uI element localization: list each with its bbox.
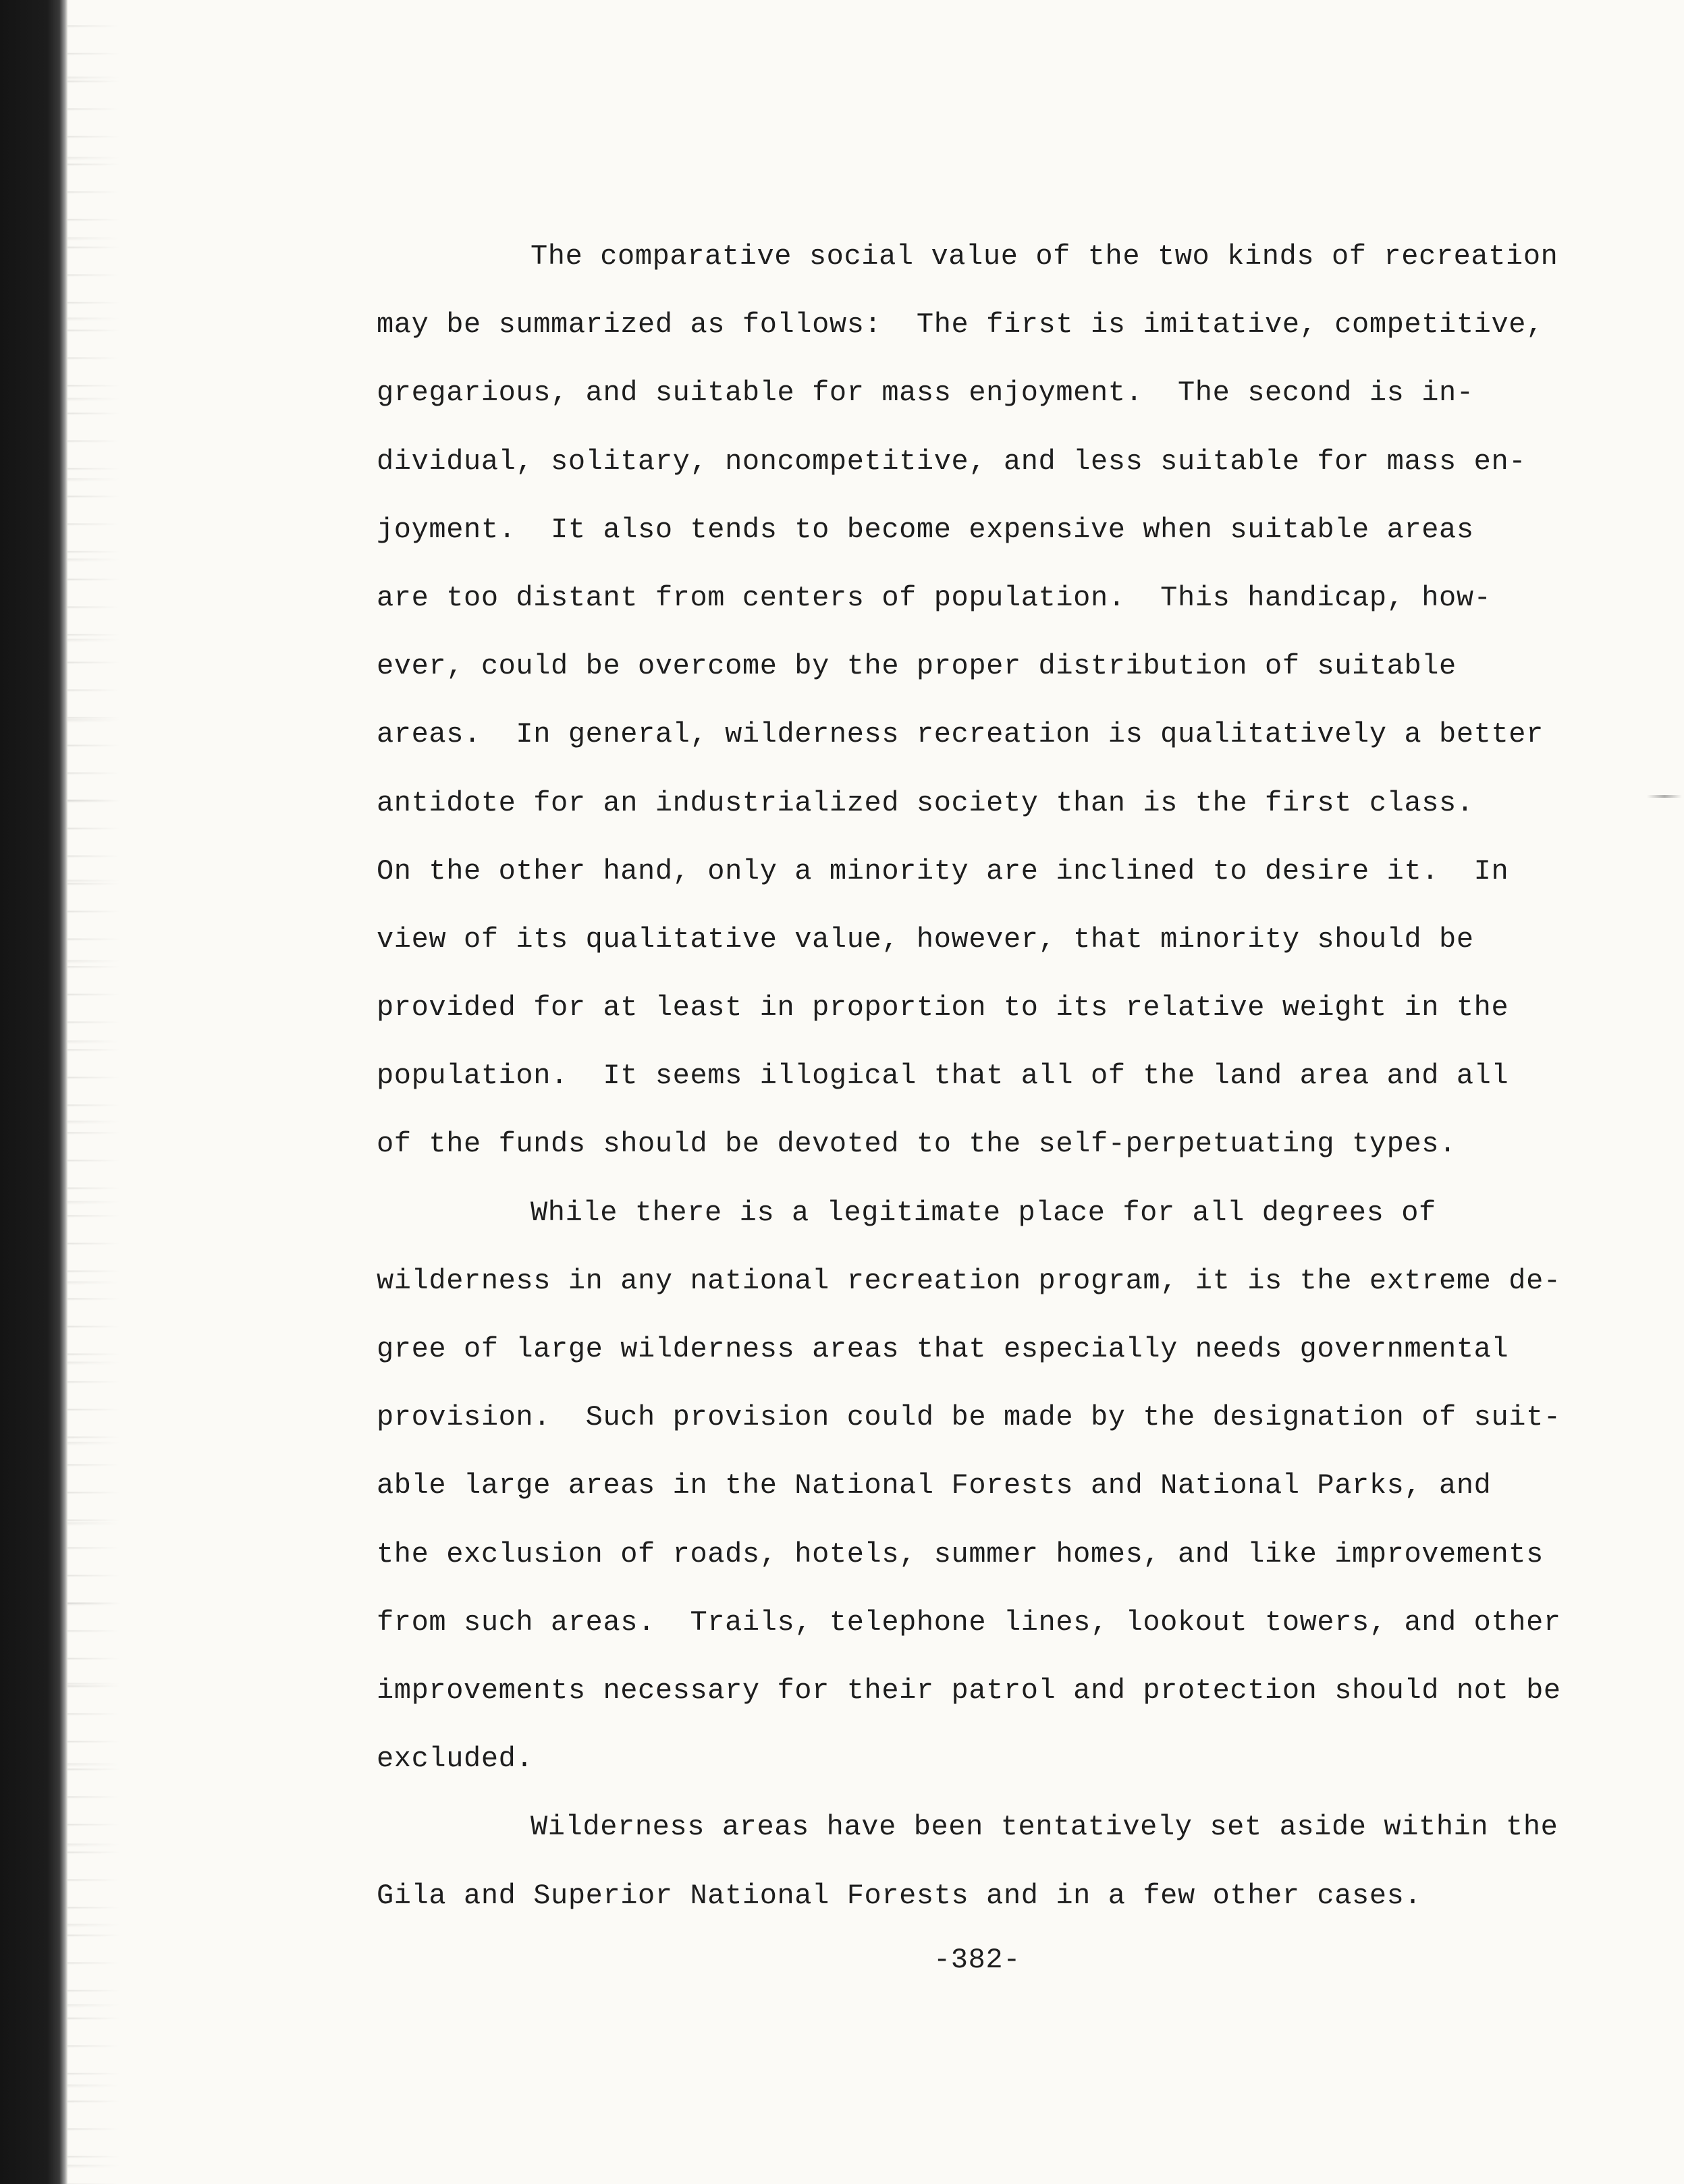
text-line-24: Wilderness areas have been tentatively set aside within the	[531, 1811, 1558, 1844]
text-line-20: the exclusion of roads, hotels, summer homes, and like improvements	[377, 1537, 1544, 1571]
text-line-5: joyment. It also tends to become expensive when suitable areas	[377, 513, 1474, 546]
text-line-15: While there is a legitimate place for all degrees of	[531, 1196, 1436, 1229]
page-number: -382-	[933, 1944, 1021, 1976]
margin-mark	[1647, 795, 1682, 798]
text-line-12: provided for at least in proportion to its relative weight in the	[377, 991, 1509, 1025]
text-line-11: view of its qualitative value, however, that minority should be	[377, 923, 1474, 956]
text-line-23: excluded.	[377, 1743, 534, 1776]
typed-text-body	[377, 223, 1561, 1930]
text-line-16: wilderness in any national recreation program, it is the extreme de-	[377, 1264, 1561, 1297]
scan-dark-edge	[0, 0, 67, 2184]
text-line-25: Gila and Superior National Forests and in a few other cases.	[377, 1879, 1422, 1912]
text-line-14: of the funds should be devoted to the self-perpetuating types.	[377, 1128, 1457, 1161]
text-line-13: population. It seems illogical that all of the land area and all	[377, 1060, 1509, 1093]
text-line-2: may be summarized as follows: The first is imitative, competitive,	[377, 308, 1544, 342]
scan-edge-noise	[67, 0, 121, 2184]
text-line-10: On the other hand, only a minority are inclined to desire it. In	[377, 854, 1509, 888]
text-line-19: able large areas in the National Forests and National Parks, and	[377, 1469, 1492, 1502]
text-line-3: gregarious, and suitable for mass enjoyment. The second is in-	[377, 377, 1474, 410]
text-line-8: areas. In general, wilderness recreation is qualitatively a better	[377, 718, 1544, 751]
text-line-1: The comparative social value of the two kinds of recreation	[531, 240, 1558, 273]
text-line-17: gree of large wilderness areas that especially needs governmental	[377, 1333, 1509, 1365]
text-line-7: ever, could be overcome by the proper distribution of suitable	[377, 650, 1457, 683]
text-line-4: dividual, solitary, noncompetitive, and less suitable for mass en-	[377, 445, 1527, 478]
text-line-6: are too distant from centers of population. This handicap, how-	[377, 581, 1492, 614]
text-line-22: improvements necessary for their patrol and protection should not be	[377, 1674, 1561, 1707]
text-line-9: antidote for an industrialized society than is the first class.	[377, 786, 1474, 819]
text-line-18: provision. Such provision could be made by the designation of suit-	[377, 1401, 1561, 1434]
text-line-21: from such areas. Trails, telephone lines, lookout towers, and other	[377, 1606, 1561, 1639]
